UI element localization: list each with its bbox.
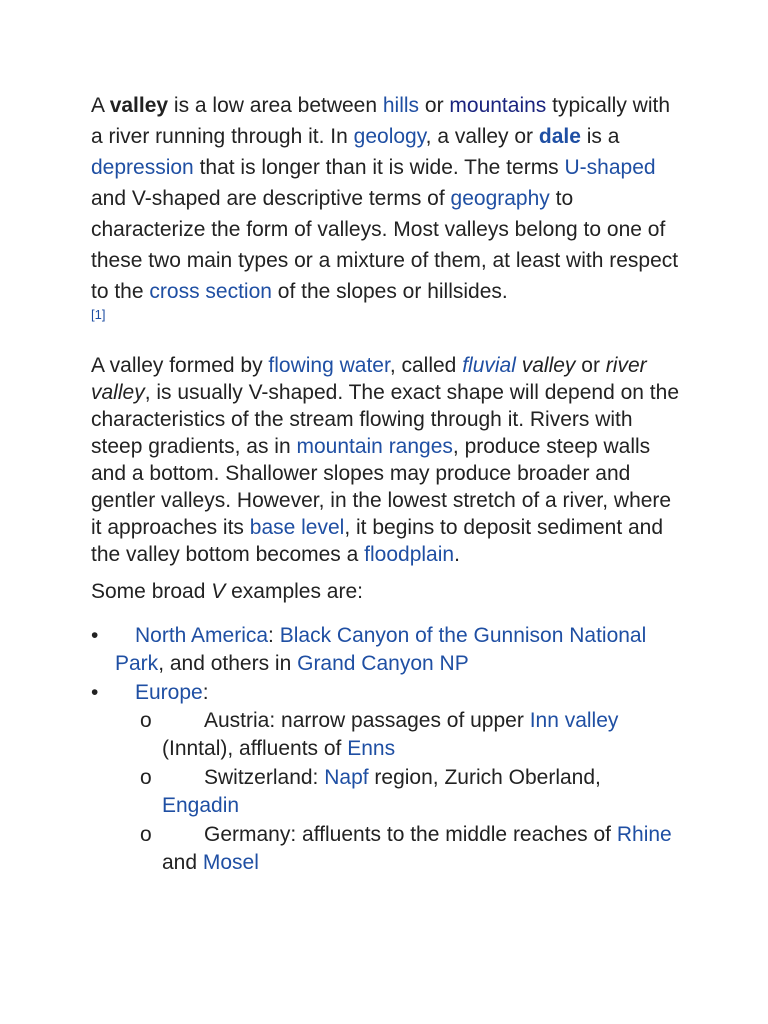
term-v: V xyxy=(211,580,226,603)
link-geography[interactable]: geography xyxy=(450,187,550,210)
text-run: , called xyxy=(389,354,463,377)
link-depression[interactable]: depression xyxy=(91,156,194,179)
bullet-icon: • xyxy=(91,624,99,647)
text-run: region, Zurich Oberland, xyxy=(368,766,601,789)
text-run: examples are: xyxy=(225,580,363,603)
link-north-america[interactable]: North America xyxy=(135,624,269,647)
term-valley-italic: valley xyxy=(515,354,576,377)
text-run: typically with a river running through it. In xyxy=(91,94,670,148)
text-run: that is longer than it is wide. The terms xyxy=(193,156,565,179)
text-run: : xyxy=(202,681,209,704)
intro-paragraph xyxy=(91,90,681,323)
link-base-level[interactable]: base level xyxy=(249,516,345,539)
list-item-germany xyxy=(115,821,681,877)
link-engadin[interactable]: Engadin xyxy=(162,794,240,817)
circle-bullet-icon: o xyxy=(140,823,152,846)
list-item-north-america xyxy=(91,622,681,678)
text-run: , is usually V-shaped. The exact shape will depend on the characteristics of the stream flowing through it. Rivers with steep gradients, as in xyxy=(91,381,679,458)
link-mosel[interactable]: Mosel xyxy=(202,851,259,874)
text-run: (Inntal), affluents of xyxy=(162,737,348,760)
text-run: , a valley or xyxy=(425,125,539,148)
text-run: and xyxy=(162,851,203,874)
link-enns[interactable]: Enns xyxy=(347,737,396,760)
text-run: of the slopes or hillsides. xyxy=(271,280,508,303)
fluvial-paragraph xyxy=(91,352,681,568)
europe-sublist xyxy=(115,707,681,877)
link-napf[interactable]: Napf xyxy=(324,766,369,789)
text-run: or xyxy=(575,354,606,377)
text-run: and V-shaped are descriptive terms of xyxy=(91,187,451,210)
text-run: . xyxy=(454,543,460,566)
link-fluvial[interactable] xyxy=(462,354,516,377)
link-inn-valley[interactable]: Inn valley xyxy=(529,709,619,732)
article-body xyxy=(91,90,681,878)
list-item-switzerland xyxy=(115,764,681,820)
term-river-valley: river valley xyxy=(91,354,647,404)
text-run: A valley formed by xyxy=(91,354,269,377)
circle-bullet-icon: o xyxy=(140,766,152,789)
text-run: or xyxy=(419,94,450,117)
link-grand-canyon[interactable]: Grand Canyon NP xyxy=(297,652,469,675)
link-flowing-water[interactable]: flowing water xyxy=(268,354,390,377)
text-run: Some broad xyxy=(91,580,212,603)
link-floodplain[interactable]: floodplain xyxy=(364,543,455,566)
link-mountain-ranges[interactable]: mountain ranges xyxy=(296,435,453,458)
text-run: Switzerland: xyxy=(204,766,325,789)
text-run: is a xyxy=(580,125,620,148)
text-run: to characterize the form of valleys. Most valleys belong to one of these two main types or a mixture of them, at least with respect to the xyxy=(91,187,679,303)
link-europe[interactable]: Europe xyxy=(135,681,203,704)
link-u-shaped[interactable]: U-shaped xyxy=(564,156,656,179)
term-dale: dale xyxy=(538,125,581,148)
text-run: A xyxy=(91,94,110,117)
text-run: , produce steep walls and a bottom. Shallower slopes may produce broader and gentler valleys. However, in the lowest stretch of a river, where it approaches its xyxy=(91,435,672,539)
text-run: : xyxy=(268,624,280,647)
list-item-austria xyxy=(115,707,681,763)
term-fluvial: fluvial xyxy=(462,354,516,377)
examples-list xyxy=(91,622,681,877)
link-geology[interactable]: geology xyxy=(353,125,426,148)
link-cross-section[interactable]: cross section xyxy=(149,280,272,303)
text-run: is a low area between xyxy=(168,94,383,117)
link-black-canyon[interactable]: Black Canyon of the Gunnison National Park xyxy=(115,624,647,675)
reference-link-1[interactable]: [1] xyxy=(91,307,106,322)
circle-bullet-icon: o xyxy=(140,709,152,732)
examples-intro xyxy=(91,578,681,606)
link-rhine[interactable]: Rhine xyxy=(616,823,672,846)
text-run: , and others in xyxy=(158,652,298,675)
list-item-europe xyxy=(91,679,681,877)
link-hills[interactable]: hills xyxy=(382,94,420,117)
link-dale[interactable] xyxy=(539,125,581,148)
link-mountains[interactable]: mountains xyxy=(449,94,547,117)
text-run: , it begins to deposit sediment and the valley bottom becomes a xyxy=(91,516,664,566)
text-run: Germany: affluents to the middle reaches of xyxy=(204,823,617,846)
bullet-icon: • xyxy=(91,681,99,704)
term-valley: valley xyxy=(109,94,169,117)
text-run: Austria: narrow passages of upper xyxy=(204,709,530,732)
